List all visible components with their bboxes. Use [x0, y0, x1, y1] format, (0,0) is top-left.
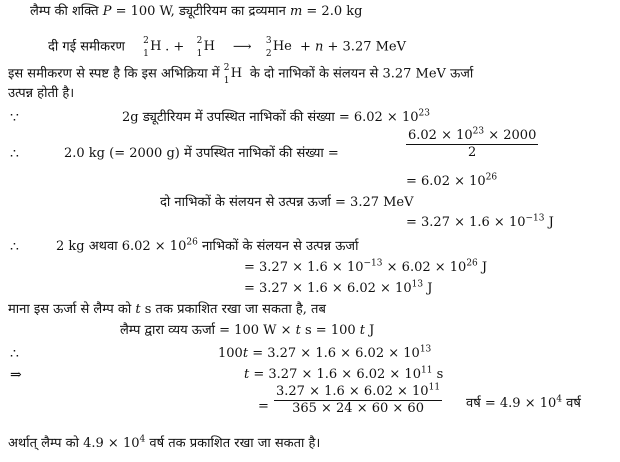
years-fraction: $\frac{3.27 \times 1.6 \times 6.02 \times 10^{11}}{365 \times 24 \times 60 \times 60}$: [276, 382, 441, 416]
since-symbol: ∵: [10, 110, 19, 126]
equation-label: दी गई समीकरण: [48, 39, 125, 55]
time-seconds: $t = 3.27 \times 1.6 \times 6.02 \times 10^{11}$ s: [244, 365, 444, 382]
deuterium-symbol: 2 1 H: [196, 36, 215, 59]
nuclei-count-2kg-lhs: 2.0 kg (= 2000 g) में उपस्थित नाभिकों की संख्या =: [64, 146, 339, 161]
therefore-symbol: ∴: [10, 346, 19, 362]
reaction-equation-line: दी गई समीकरण 2 1 H . + 2 1 H ⟶ 3 2 He + n + 3.27 MeV: [48, 36, 407, 59]
reaction-arrow: ⟶: [232, 39, 252, 55]
years-result: वर्ष = $4.9 \times 10^4$ वर्ष: [466, 394, 581, 411]
total-energy-result: = $3.27 \times 1.6 \times 6.02 \times 10^{13}$ J: [244, 279, 433, 296]
statement-line-cont: उत्पन्न होती है।: [8, 86, 75, 101]
deuterium-symbol: 2 1 H: [223, 63, 243, 86]
total-energy-expr: = $3.27 \times 1.6 \times 10^{-13} \times 6.02 \times 10^{26}$ J: [244, 258, 488, 275]
nuclei-count-2g: 2g ड्यूटीरियम में उपस्थित नाभिकों की संख्या = $6.02 \times 10^{23}$: [122, 108, 430, 125]
statement-line: इस समीकरण से स्पष्ट है कि इस अभिक्रिया में 2 1 H के दो नाभिकों के संलयन से 3.27 MeV ऊर्जा: [8, 63, 474, 86]
time-equation: $100t = 3.27 \times 1.6 \times 6.02 \times 10^{13}$: [218, 344, 432, 361]
fusion-energy-line: दो नाभिकों के संलयन से उत्पन्न ऊर्जा = 3.27 MeV: [160, 195, 414, 210]
conclusion-line: अर्थात् लैम्प को $4.9 \times 10^4$ वर्ष तक प्रकाशित रखा जा सकता है।: [8, 434, 321, 451]
therefore-symbol: ∴: [10, 146, 19, 162]
lamp-energy-line: लैम्प द्वारा व्यय ऊर्जा = 100 W × t s = 100 t J: [120, 323, 375, 338]
total-energy-heading: 2 kg अथवा $6.02 \times 10^{26}$ नाभिकों के संलयन से उत्पन्न ऊर्जा: [56, 237, 359, 254]
nuclei-count-result: = $6.02 \times 10^{26}$: [406, 172, 498, 189]
therefore-symbol: ∴: [10, 239, 19, 255]
assumption-line: माना इस ऊर्जा से लैम्प को t s तक प्रकाशित रखा जा सकता है, तब: [8, 302, 326, 317]
equals-sign: =: [258, 399, 269, 414]
nuclei-count-fraction: $\frac{6.02 \times 10^{23} \times 2000}{2}$: [408, 126, 537, 160]
deuterium-symbol: 2 1 H: [143, 36, 162, 59]
implies-symbol: ⇒: [10, 367, 22, 383]
fusion-energy-joules: = $3.27 \times 1.6 \times 10^{-13}$ J: [406, 213, 554, 230]
given-data-line: लैम्प की शक्ति P = 100 W, ड्यूटीरियम का द्रव्यमान m = 2.0 kg: [30, 4, 363, 19]
helium-symbol: 3 2 He: [265, 36, 292, 59]
